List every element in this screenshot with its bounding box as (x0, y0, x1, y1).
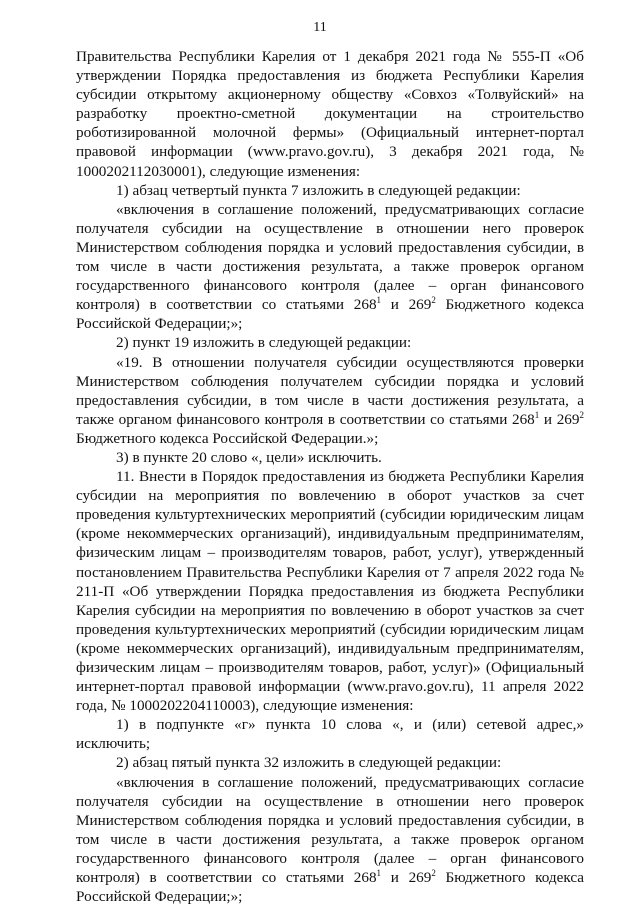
paragraph-text: Правительства Республики Карелия от 1 декабря 2021 года № 555-П «Об утверждении Порядка предоставления из бюджета Республики Карелия субсидии открытому акционерному обществу «Совхоз «Толвуйский» на разработку проектно-сметной документации на строительство роботизированной молочной фермы» (Официальный интернет-портал правовой информации (www.pravo.gov.ru), 3 декабря 2021 года, № 1000202112030001), следующие изменения: (76, 48, 584, 180)
paragraph (76, 200, 584, 334)
paragraph-text: 1) абзац четвертый пункта 7 изложить в следующей редакции: (116, 181, 521, 199)
paragraph-text: «включения в соглашение положений, предусматривающих согласие получателя субсидии на осуществление в отношении него проверок Министерством соблюдения порядка и условий предоставления субсидии, в том числе в части достижения результата, а также проверок органом государственного финансового контроля (далее – орган финансового контроля) в соответствии со статьями 268 (76, 200, 584, 314)
document-body (76, 47, 584, 906)
paragraph-text: Бюджетного кодекса Российской Федерации;»; (76, 869, 585, 906)
paragraph (76, 467, 584, 715)
paragraph (76, 333, 584, 352)
paragraph (76, 753, 584, 772)
superscript: 1 (534, 409, 540, 420)
paragraph-text: «19. В отношении получателя субсидии осуществляются проверки Министерством соблюдения получателем субсидии порядка и условий предоставления субсидии, в том числе в части достижения результата, а также органом финансового контроля в соответствии со статьями 268 (76, 353, 584, 428)
paragraph-text: и 269 (381, 869, 432, 887)
paragraph (76, 448, 584, 467)
paragraph-text: «включения в соглашение положений, предусматривающих согласие получателя субсидии на осуществление в отношении него проверок Министерством соблюдения порядка и условий предоставления субсидии, в том числе в части достижения результата, а также проверок органом государственного финансового контроля (далее – орган финансового контроля) в соответствии со статьями 268 (76, 773, 584, 887)
paragraph-text: 2) абзац пятый пункта 32 изложить в следующей редакции: (116, 754, 502, 772)
paragraph-text: и 269 (539, 410, 580, 428)
page-number: 11 (313, 20, 327, 35)
paragraph-text: Бюджетного кодекса Российской Федерации.»; (76, 429, 379, 447)
superscript: 2 (431, 295, 436, 306)
superscript: 2 (579, 409, 584, 420)
superscript: 1 (376, 868, 382, 879)
paragraph (76, 353, 584, 448)
paragraph-text: 11. Внести в Порядок предоставления из бюджета Республики Карелия субсидии на мероприятия по вовлечению в оборот участков за счет проведения культуртехнических мероприятий (субсидии юридическим лицам (кроме некоммерческих организаций), индивидуальным предпринимателям, физическим лицам – производителям товаров, работ, услуг), утвержденный постановлением Правительства Республики Карелия от 7 апреля 2022 года № 211-П «Об утверждении Порядка предоставления из бюджета Республики Карелия субсидии на мероприятия по вовлечению в оборот участков за счет проведения культуртехнических мероприятий (субсидии юридическим лицам (кроме некоммерческих организаций), индивидуальным предпринимателям, физическим лицам – производителям товаров, работ, услуг)» (Официальный интернет-портал правовой информации (www.pravo.gov.ru), 11 апреля 2022 года, № 1000202204110003), следующие изменения: (76, 468, 584, 715)
paragraph-text: 2) пункт 19 изложить в следующей редакции: (116, 334, 412, 352)
paragraph (76, 715, 584, 753)
superscript: 1 (376, 295, 382, 306)
paragraph (76, 773, 584, 906)
superscript: 2 (431, 868, 436, 879)
paragraph-text: 1) в подпункте «г» пункта 10 слова «, и (или) сетевой адрес,» исключить; (76, 716, 584, 753)
paragraph-text: 3) в пункте 20 слово «, цели» исключить. (116, 448, 382, 466)
paragraph (76, 181, 584, 200)
paragraph-text: и 269 (381, 296, 432, 314)
paragraph (76, 47, 584, 181)
paragraph-text: Бюджетного кодекса Российской Федерации;»; (76, 296, 585, 333)
